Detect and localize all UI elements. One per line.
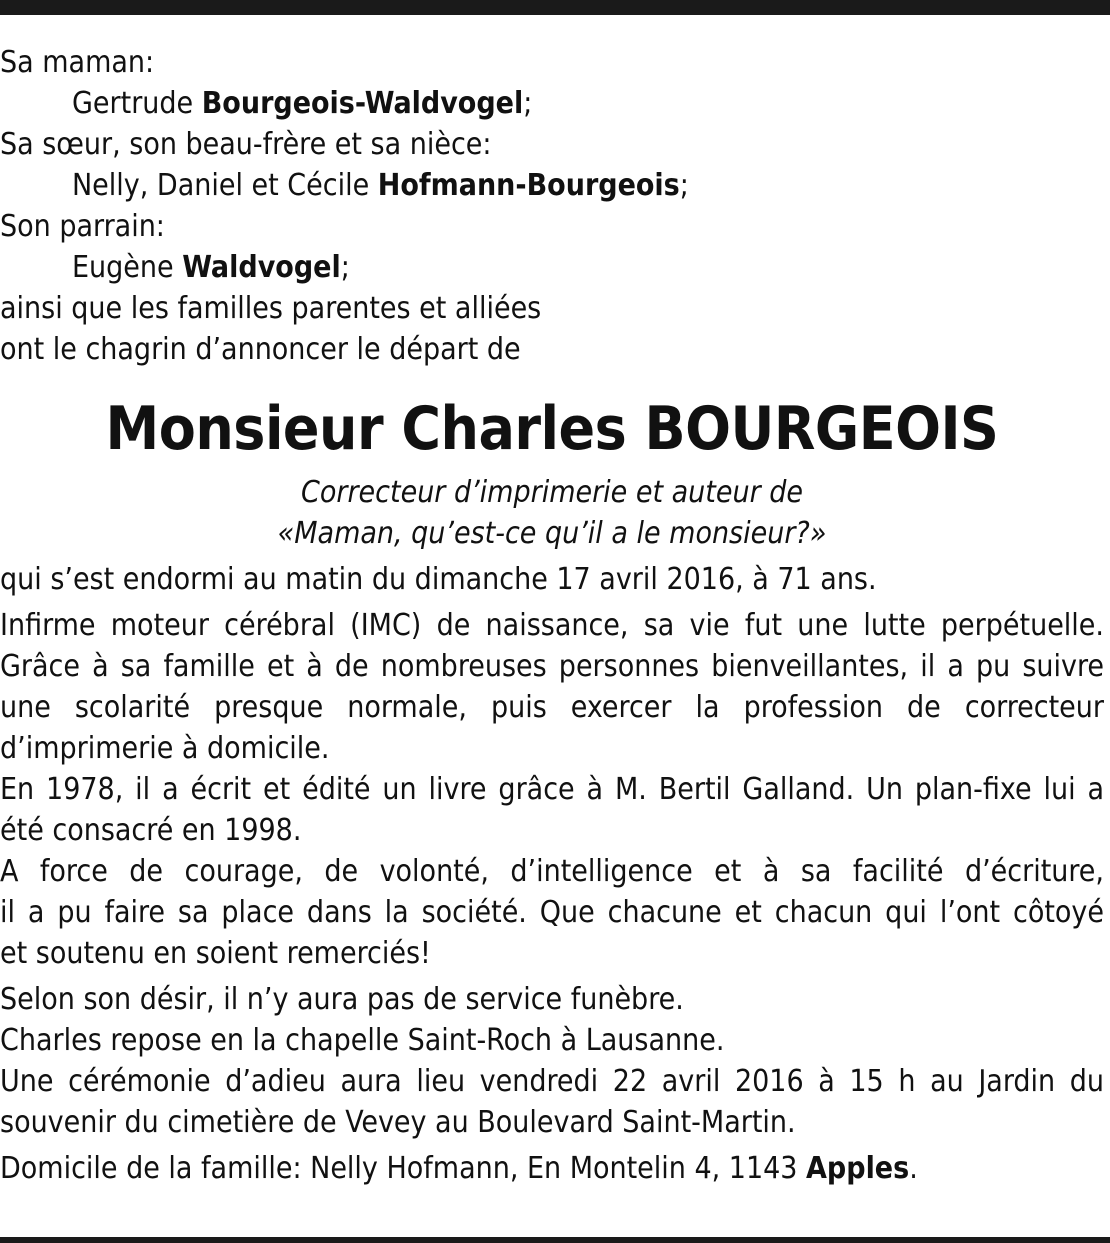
biography-line: En 1978, il a écrit et édité un livre grâce à M. Bertil Galland. Un plan-fixe lui a [0, 772, 1104, 807]
ceremony-line: souvenir du cimetière de Vevey au Boulevard Saint-Martin. [0, 1105, 796, 1140]
biography-line: d’imprimerie à domicile. [0, 731, 330, 766]
death-line: qui s’est endormi au matin du dimanche 17 avril 2016, à 71 ans. [0, 562, 877, 597]
death-notice [0, 42, 1104, 1189]
address-suffix: . [909, 1151, 918, 1186]
godfather-label: Son parrain: [0, 209, 165, 244]
biography-paragraph-1 [0, 605, 1104, 769]
ceremony-block [0, 979, 1104, 1143]
biography-line: une scolarité presque normale, puis exercer la profession de correcteur [0, 690, 1104, 725]
sister-first-names: Nelly, Daniel et Cécile [72, 168, 370, 203]
rest-line: Charles repose en la chapelle Saint-Roch à Lausanne. [0, 1023, 725, 1058]
families-line: ainsi que les familles parentes et alliées [0, 291, 542, 326]
separator: ; [679, 168, 689, 203]
mother-label: Sa maman: [0, 45, 155, 80]
godfather-first-name: Eugène [72, 250, 174, 285]
biography-line: été consacré en 1998. [0, 813, 302, 848]
mother-name [0, 83, 1104, 124]
announce-line: ont le chagrin d’annoncer le départ de [0, 332, 521, 367]
bottom-rule [0, 1237, 1110, 1243]
sister-label: Sa sœur, son beau-frère et sa nièce: [0, 127, 492, 162]
biography-paragraph-3 [0, 851, 1104, 974]
address-city: Apples [806, 1151, 910, 1186]
biography-line: A force de courage, de volonté, d’intelligence et à sa facilité d’écriture, [0, 854, 1104, 889]
biography-line: il a pu faire sa place dans la société. Que chacune et chacun qui l’ont côtoyé [0, 895, 1104, 930]
biography-line: Grâce à sa famille et à de nombreuses personnes bienveillantes, il a pu suivre [0, 649, 1104, 684]
biography-paragraph-2 [0, 769, 1104, 851]
wish-line: Selon son désir, il n’y aura pas de service funèbre. [0, 982, 684, 1017]
biography-line: et soutenu en soient remerciés! [0, 936, 431, 971]
top-rule [0, 0, 1110, 15]
subtitle-profession: Correcteur d’imprimerie et auteur de [301, 475, 803, 510]
sister-names [0, 165, 1104, 206]
subtitle-book: «Maman, qu’est-ce qu’il a le monsieur?» [277, 516, 827, 551]
biography-line: Infirme moteur cérébral (IMC) de naissance, sa vie fut une lutte perpétuelle. [0, 608, 1104, 643]
ceremony-line: Une cérémonie d’adieu aura lieu vendredi 22 avril 2016 à 15 h au Jardin du [0, 1064, 1104, 1099]
mother-last-name: Bourgeois-Waldvogel [201, 86, 524, 121]
separator: ; [523, 86, 533, 121]
mother-first-name: Gertrude [72, 86, 194, 121]
deceased-name: Monsieur Charles BOURGEOIS [105, 394, 999, 464]
separator: ; [340, 250, 350, 285]
godfather-name [0, 247, 1104, 288]
address-prefix: Domicile de la famille: Nelly Hofmann, En Montelin 4, 1143 [0, 1151, 798, 1186]
sister-last-name: Hofmann-Bourgeois [377, 168, 680, 203]
address-line [0, 1148, 1104, 1189]
godfather-last-name: Waldvogel [182, 250, 341, 285]
